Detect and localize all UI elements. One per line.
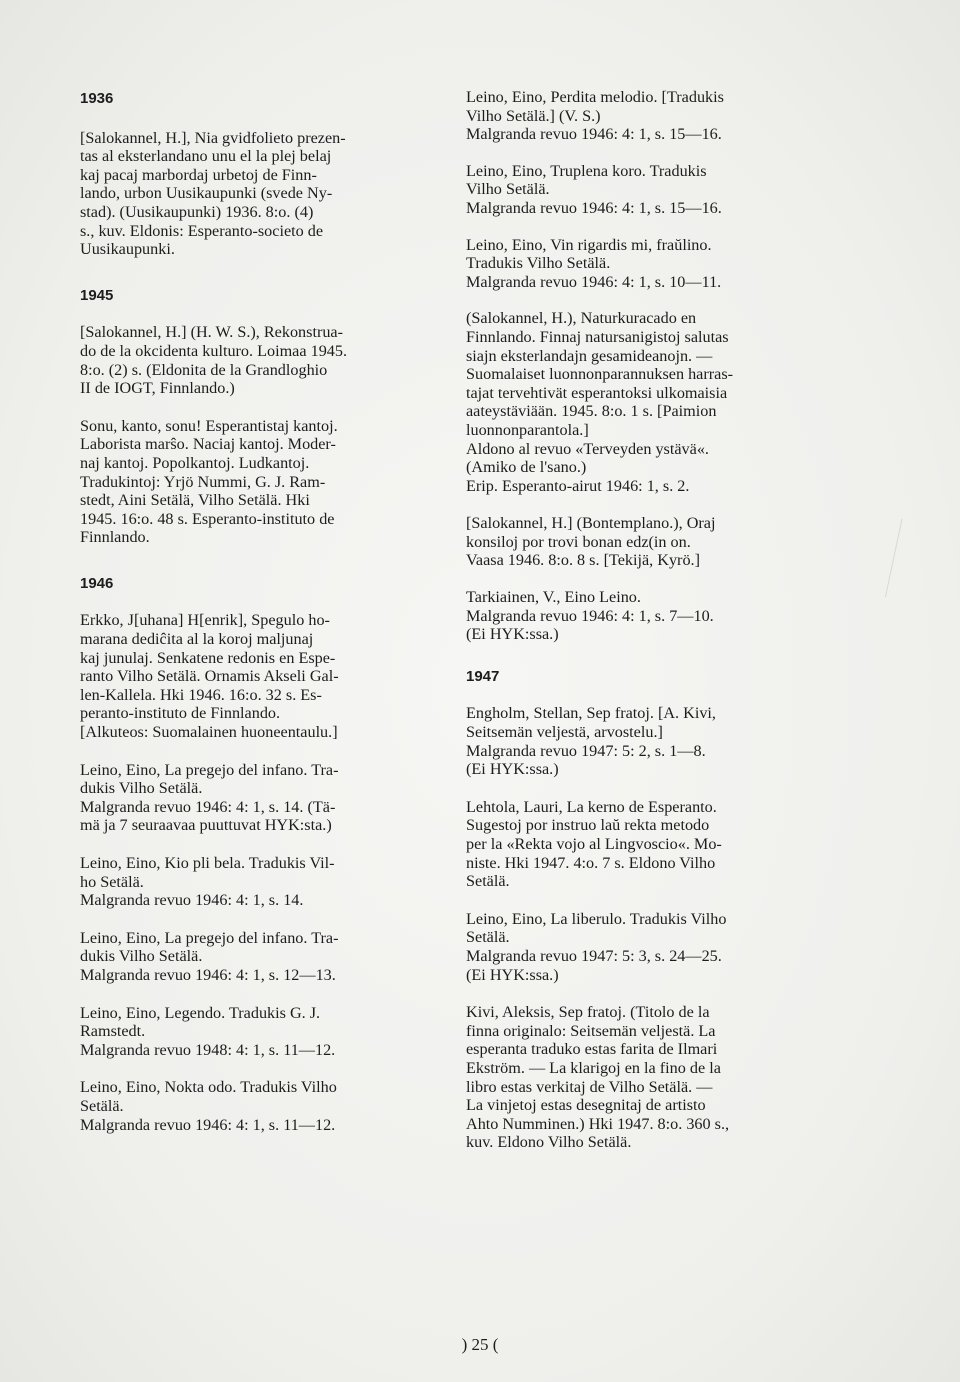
entry-line: Malgranda revuo 1946: 4: 1, s. 7—10.: [466, 606, 714, 625]
entry-line: libro estas verkitaj de Vilho Setälä. —: [466, 1077, 713, 1096]
entry-kivi-sep-fratoj: [466, 1003, 828, 1152]
entry-line: Erip. Esperanto-airut 1946: 1, s. 2.: [466, 476, 690, 495]
entry-line: Malgranda revuo 1946: 4: 1, s. 14. (Tä-: [80, 797, 336, 816]
entry-line: Malgranda revuo 1946: 4: 1, s. 15—16.: [466, 125, 722, 144]
entry-line: aateystäviään. 1945. 8:o. 1 s. [Paimion: [466, 402, 717, 421]
entry-line: Kivi, Aleksis, Sep fratoj. (Titolo de la: [466, 1003, 710, 1022]
entry-leino-truplena-koro: [466, 162, 828, 218]
year-heading-1947: 1947: [466, 667, 500, 685]
entry-line: 8:o. (2) s. (Eldonita de la Grandloghio: [80, 360, 328, 379]
entry-line: Tradukis Vilho Setälä.: [466, 254, 611, 273]
entry-line: (Ei HYK:ssa.): [466, 625, 559, 644]
entry-line: finna originalo: Seitsemän veljestä. La: [466, 1021, 716, 1040]
entry-line: Leino, Eino, La pregejo del infano. Tra-: [80, 928, 339, 947]
left-column: [80, 88, 440, 1134]
entry-line: luonnonparantola.]: [466, 420, 589, 439]
entry-line: (Ei HYK:ssa.): [466, 965, 559, 984]
entry-line: [Salokannel, H.] (H. W. S.), Rekonstrua-: [80, 323, 344, 342]
entry-line: esperanta traduko estas farita de Ilmari: [466, 1040, 718, 1059]
entry-salokannel-rekonstruado: [80, 323, 440, 397]
entry-line: ranto Vilho Setälä. Ornamis Akseli Gal-: [80, 667, 339, 686]
entry-line: mä ja 7 seuraavaa puuttuvat HYK:sta.): [80, 816, 332, 835]
entry-line: Seitsemän veljestä, arvostelu.]: [466, 723, 663, 742]
entry-line: Leino, Eino, Truplena koro. Tradukis: [466, 161, 707, 180]
entry-line: Setälä.: [466, 872, 510, 891]
entry-line: Vaasa 1946. 8:o. 8 s. [Tekijä, Kyrö.]: [466, 551, 700, 570]
entry-line: Setälä.: [466, 928, 510, 947]
entry-line: Erkko, J[uhana] H[enrik], Spegulo ho-: [80, 611, 330, 630]
entry-line: Tradukintoj: Yrjö Nummi, G. J. Ram-: [80, 472, 326, 491]
entry-line: Setälä.: [80, 1096, 124, 1115]
entry-line: kaj junulaj. Senkatene redonis en Espe-: [80, 648, 336, 667]
entry-line: Leino, Eino, La pregejo del infano. Tra-: [80, 760, 339, 779]
entry-line: Malgranda revuo 1946: 4: 1, s. 10—11.: [466, 272, 722, 291]
entry-leino-pregejo-2: [80, 929, 440, 985]
entry-line: Malgranda revuo 1946: 4: 1, s. 12—13.: [80, 965, 336, 984]
entry-line: kuv. Eldono Vilho Setälä.: [466, 1133, 632, 1152]
right-column: [466, 88, 828, 1152]
entry-line: Vilho Setälä.: [466, 180, 550, 199]
entry-line: len-Kallela. Hki 1946. 16:o. 32 s. Es-: [80, 685, 322, 704]
entry-line: Ekström. — La klarigoj en la fino de la: [466, 1058, 721, 1077]
entry-line: Ramstedt.: [80, 1022, 146, 1041]
entry-line: niste. Hki 1947. 4:o. 7 s. Eldono Vilho: [466, 853, 716, 872]
entry-sonu-kanto-sonu: [80, 417, 440, 547]
entry-line: [Salokannel, H.], Nia gvidfolieto prezen-: [80, 128, 346, 147]
entry-line: Leino, Eino, Perdita melodio. [Tradukis: [466, 88, 724, 106]
page-number: ) 25 (: [461, 1335, 499, 1354]
entry-line: [Salokannel, H.] (Bontemplano.), Oraj: [466, 514, 716, 533]
entry-line: Malgranda revuo 1947: 5: 2, s. 1—8.: [466, 741, 706, 760]
year-heading-1945: 1945: [80, 286, 114, 304]
entry-line: tajat tervehtivät esperantoksi ulkomaisia: [466, 383, 728, 402]
entry-line: (Salokannel, H.), Naturkuracado en: [466, 309, 697, 328]
entry-line: stedt, Aini Setälä, Vilho Setälä. Hki: [80, 491, 310, 510]
scan-pencil-mark: [885, 519, 922, 602]
entry-line: do de la okcidenta kulturo. Loimaa 1945.: [80, 341, 348, 360]
entry-line: Sugestoj por instruo laŭ rekta metodo: [466, 816, 710, 835]
entry-salokannel-nia-gvidfolieto: [80, 129, 440, 259]
entry-line: stad). (Uusikaupunki) 1936. 8:o. (4): [80, 202, 314, 221]
entry-line: Lehtola, Lauri, La kerno de Esperanto.: [466, 797, 717, 816]
entry-line: Malgranda revuo 1946: 4: 1, s. 15—16.: [466, 198, 722, 217]
entry-line: tas al eksterlandano unu el la plej belaj: [80, 147, 332, 166]
entry-leino-liberulo: [466, 910, 828, 984]
entry-line: Malgranda revuo 1946: 4: 1, s. 14.: [80, 891, 304, 910]
entry-line: Leino, Eino, Kio pli bela. Tradukis Vil-: [80, 854, 335, 872]
entry-tarkiainen-eino-leino: [466, 588, 828, 644]
entry-leino-perdita-melodio: [466, 88, 828, 144]
entry-lehtola-kerno: [466, 798, 828, 891]
entry-line: Engholm, Stellan, Sep fratoj. [A. Kivi,: [466, 704, 716, 723]
entry-line: ho Setälä.: [80, 872, 144, 891]
entry-erkko-spegulo: [80, 611, 440, 741]
entry-salokannel-oraj-konsiloj: [466, 514, 828, 570]
entry-line: Laborista marŝo. Naciaj kantoj. Moder-: [80, 435, 336, 454]
entry-leino-pregejo-1: [80, 761, 440, 835]
entry-leino-legendo: [80, 1004, 440, 1060]
entry-line: Malgranda revuo 1946: 4: 1, s. 11—12.: [80, 1115, 336, 1134]
entry-line: Malgranda revuo 1947: 5: 3, s. 24—25.: [466, 946, 722, 965]
entry-salokannel-naturkuracado: [466, 309, 828, 495]
entry-line: Sonu, kanto, sonu! Esperantistaj kantoj.: [80, 416, 338, 435]
entry-line: peranto-instituto de Finnlando.: [80, 704, 281, 723]
entry-leino-vin-rigardis: [466, 236, 828, 292]
entry-line: s., kuv. Eldonis: Esperanto-societo de: [80, 221, 324, 240]
entry-line: II de IOGT, Finnlando.): [80, 379, 235, 398]
entry-line: Leino, Eino, Vin rigardis mi, fraŭlino.: [466, 235, 712, 254]
entry-line: marana dediĉita al la koroj maljunaj: [80, 630, 314, 649]
year-heading-1946: 1946: [80, 574, 114, 592]
entry-line: Ahto Numminen.) Hki 1947. 8:o. 360 s.,: [466, 1114, 730, 1133]
entry-line: dukis Vilho Setälä.: [80, 779, 203, 798]
entry-line: Tarkiainen, V., Eino Leino.: [466, 588, 641, 607]
entry-engholm-sep-fratoj: [466, 704, 828, 778]
entry-leino-kio-pli-bela: [80, 854, 440, 910]
entry-line: Malgranda revuo 1948: 4: 1, s. 11—12.: [80, 1040, 336, 1059]
entry-line: (Ei HYK:ssa.): [466, 760, 559, 779]
entry-line: 1945. 16:o. 48 s. Esperanto-instituto de: [80, 509, 335, 528]
entry-leino-nokta-odo: [80, 1078, 440, 1134]
entry-line: Aldono al revuo «Terveyden ystävä«.: [466, 439, 709, 458]
entry-line: kaj pacaj marbordaj urbetoj de Finn-: [80, 165, 317, 184]
entry-line: siajn eksterlandajn gesamideanojn. —: [466, 346, 713, 365]
entry-line: Suomalaiset luonnonparannuksen harras-: [466, 365, 734, 384]
entry-line: Leino, Eino, Nokta odo. Tradukis Vilho: [80, 1078, 337, 1097]
entry-line: dukis Vilho Setälä.: [80, 947, 203, 966]
entry-line: (Amiko de l'sano.): [466, 458, 587, 477]
entry-line: La vinjetoj estas desegnitaj de artisto: [466, 1096, 706, 1115]
entry-line: Uusikaupunki.: [80, 240, 175, 259]
entry-line: naj kantoj. Popolkantoj. Ludkantoj.: [80, 453, 310, 472]
entry-line: Vilho Setälä.] (V. S.): [466, 106, 601, 125]
entry-line: Finnlando. Finnaj natursanigistoj salutas: [466, 327, 729, 346]
entry-line: Leino, Eino, Legendo. Tradukis G. J.: [80, 1003, 321, 1022]
entry-line: konsiloj por trovi bonan edz(in on.: [466, 532, 691, 551]
entry-line: per la «Rekta vojo al Lingvoscio«. Mo-: [466, 835, 722, 853]
entry-line: [Alkuteos: Suomalainen huoneentaulu.]: [80, 723, 338, 742]
year-heading-1936: 1936: [80, 90, 114, 107]
entry-line: Finnlando.: [80, 528, 150, 547]
entry-line: Leino, Eino, La liberulo. Tradukis Vilho: [466, 909, 727, 928]
entry-line: lando, urbon Uusikaupunki (svede Ny-: [80, 184, 333, 203]
